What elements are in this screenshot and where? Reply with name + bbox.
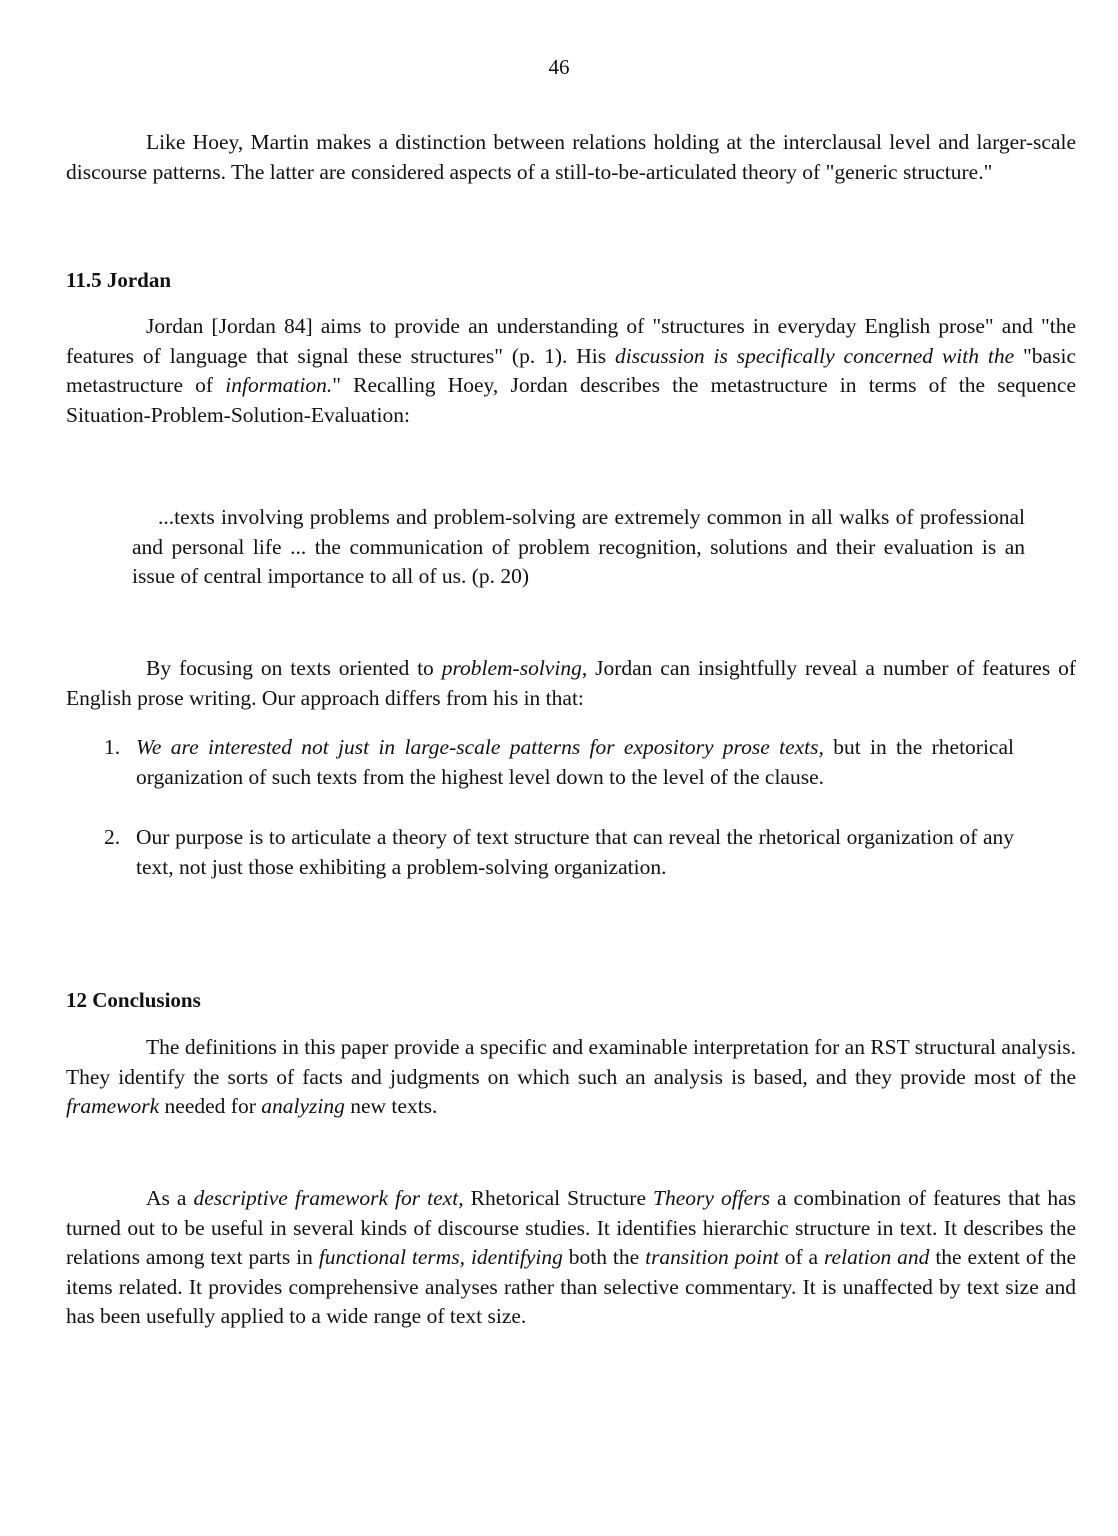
text-run: " Recalling Hoey, Jordan describes the metastructure in terms of the sequence Situation-Problem-Solution-Evaluation: bbox=[66, 373, 1076, 427]
jordan-paragraph-1 bbox=[66, 312, 1076, 430]
list-number: 1. bbox=[104, 735, 121, 759]
italic-text-run: relation and bbox=[823, 1245, 930, 1269]
text-run: both the bbox=[562, 1245, 646, 1269]
italic-text-run: transition point bbox=[645, 1245, 779, 1269]
intro-paragraph bbox=[66, 128, 1076, 187]
italic-text-run: descriptive framework for text, bbox=[193, 1186, 464, 1210]
list-item-text bbox=[136, 733, 1014, 792]
conclusions-paragraph-1 bbox=[66, 1033, 1076, 1122]
conclusions-paragraph-2 bbox=[66, 1184, 1076, 1332]
text-run: new texts. bbox=[344, 1094, 438, 1118]
jordan-paragraph-2 bbox=[66, 654, 1076, 713]
text-run: Our purpose is to articulate a theory of text structure that can reveal the rhetorical organization of any text, not just those exhibiting a problem-solving organization. bbox=[136, 825, 1014, 879]
italic-text-run: framework bbox=[66, 1094, 160, 1118]
italic-text-run: We are interested not just in large-scale patterns for expository prose texts, bbox=[136, 735, 824, 759]
jordan-paragraph-1-block bbox=[66, 312, 1076, 430]
conclusions-paragraph-2-block bbox=[66, 1184, 1076, 1332]
text-run: , Jordan can insightfully reveal a number of features of English prose writing. Our approach differs from his in that: bbox=[66, 656, 1077, 710]
text-run: the extent of the items related. It provides comprehensive analyses rather than selective commentary. It is unaffected by text size and has been usefully applied to a wide range of text size. bbox=[66, 1245, 1076, 1328]
text-run: Like Hoey, Martin makes a distinction between relations holding at the interclausal level and larger-scale discourse patterns. The latter are considered aspects of a still-to-be-articulated theory of "generic structure." bbox=[66, 130, 1076, 184]
italic-text-run: analyzing bbox=[261, 1094, 345, 1118]
text-run: Jordan [Jordan 84] aims to provide an understanding of "structures in everyday English prose" and "the features of language that signal these structures" (p. 1). His bbox=[66, 314, 1076, 368]
text-run: of a bbox=[778, 1245, 824, 1269]
conclusions-paragraph-1-block bbox=[66, 1033, 1076, 1122]
text-run: As a bbox=[146, 1186, 194, 1210]
italic-text-run: functional terms, identifying bbox=[318, 1245, 563, 1269]
list-item-text bbox=[136, 823, 1014, 882]
section-heading-12: 12 Conclusions bbox=[66, 988, 201, 1012]
block-quote bbox=[132, 503, 1025, 592]
italic-text-run: discussion is specifically concerned with the bbox=[615, 343, 1024, 368]
block-quote-text: ...texts involving problems and problem-solving are extremely common in all walks of professional and personal life ... the communication of problem recognition, solutions and their evaluation is an issue of central importance to all of us. (p. 20) bbox=[132, 505, 1025, 588]
text-run: The definitions in this paper provide a specific and examinable interpretation for an RST structural analysis. They identify the sorts of facts and judgments on which such an analysis is based, and they provide most of the bbox=[66, 1035, 1076, 1089]
list-item-2 bbox=[104, 823, 1014, 882]
numbered-list bbox=[104, 733, 1014, 882]
text-run: "basic metastructure of bbox=[66, 343, 1076, 397]
text-run: but in the rhetorical organization of such texts from the highest level down to the level of the clause. bbox=[136, 735, 1014, 789]
italic-text-run: information. bbox=[225, 373, 333, 397]
text-run: a combination of features that has turned out to be useful in several kinds of discourse studies. It identifies hierarchic structure in text. It describes the relations among text parts in bbox=[66, 1186, 1077, 1269]
text-run: By focusing on texts oriented to bbox=[146, 656, 442, 680]
section-heading-11-5: 11.5 Jordan bbox=[66, 268, 172, 292]
page-number: 46 bbox=[548, 55, 570, 79]
italic-text-run: problem-solving bbox=[441, 656, 582, 680]
list-item-1 bbox=[104, 733, 1014, 792]
italic-text-run: Theory offers bbox=[653, 1186, 770, 1210]
list-number: 2. bbox=[104, 825, 121, 849]
intro-paragraph-block bbox=[66, 128, 1076, 187]
jordan-paragraph-2-block bbox=[66, 654, 1076, 713]
text-run: needed for bbox=[159, 1094, 262, 1118]
text-run: Rhetorical Structure bbox=[463, 1186, 654, 1210]
